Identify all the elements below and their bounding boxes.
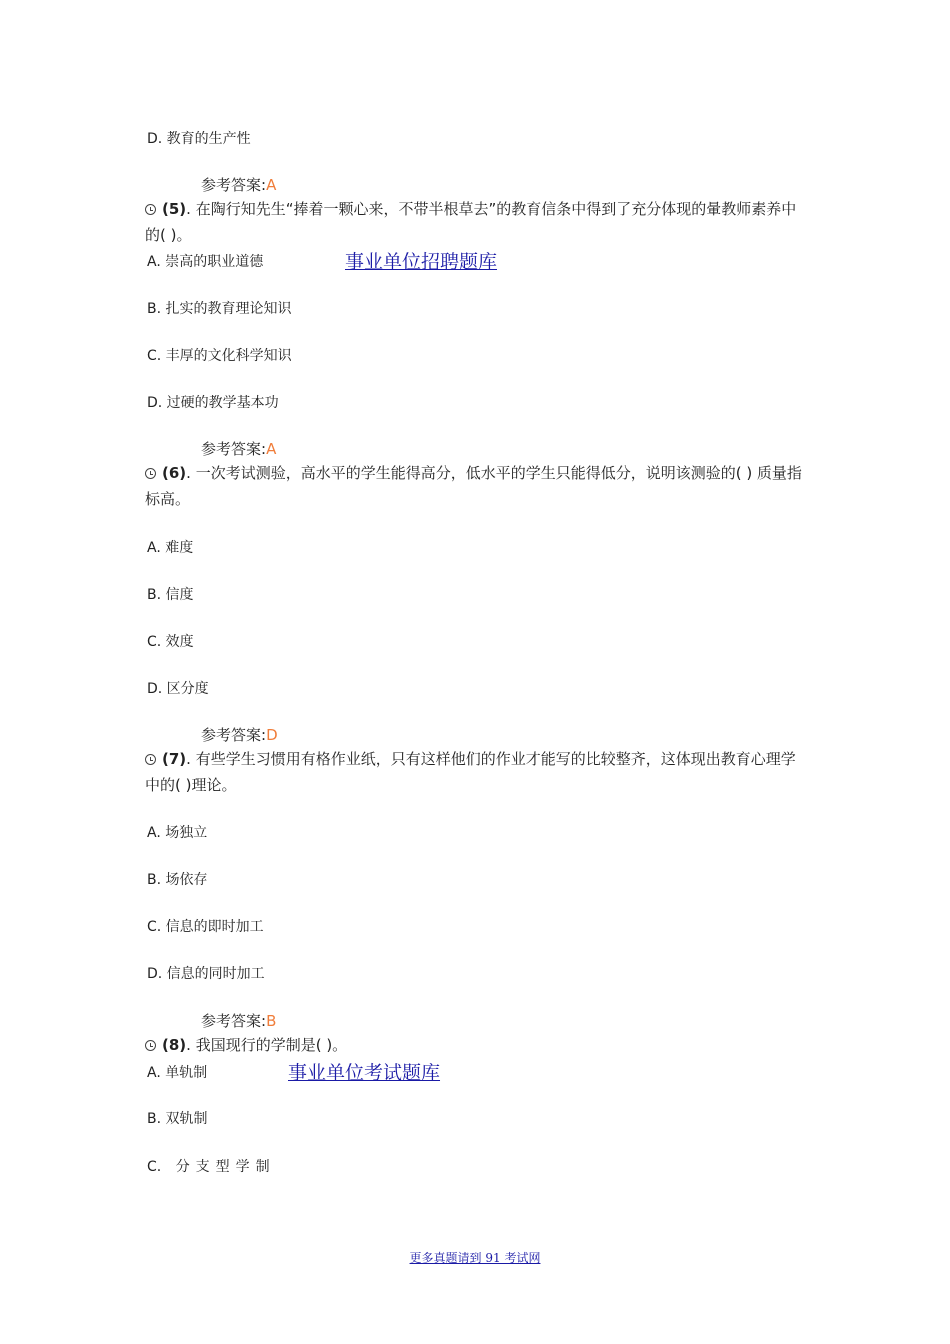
question-number: (8): [162, 1036, 187, 1054]
clock-icon: [145, 468, 156, 479]
option-c-letter: C.: [147, 1159, 162, 1175]
option-d: D. 信息的同时加工: [147, 966, 265, 982]
question-5: [145, 196, 810, 248]
question-number: (5): [162, 200, 187, 218]
option-a: A. 单轨制: [147, 1065, 208, 1081]
question-text: . 有些学生习惯用有格作业纸，只有这样他们的作业才能写的比较整齐，这体现出教育心理学中的( )理论。: [145, 750, 796, 794]
option-c: [147, 1156, 276, 1176]
option-a: A. 崇高的职业道德: [147, 254, 264, 270]
option-c: C. 信息的即时加工: [147, 919, 264, 935]
clock-icon: [145, 1040, 156, 1051]
answer-label: 参考答案:: [201, 726, 267, 744]
answer-label: 参考答案:: [201, 440, 267, 458]
ad-link[interactable]: 事业单位招聘题库: [345, 251, 498, 273]
clock-icon: [145, 204, 156, 215]
option-b: B. 扎实的教育理论知识: [147, 301, 292, 317]
option-b: B. 双轨制: [147, 1111, 208, 1127]
question-7: [145, 746, 810, 798]
question-8: [145, 1032, 810, 1058]
question-number: (6): [162, 464, 187, 482]
answer-label: 参考答案:: [201, 1012, 267, 1030]
option-c-text: 分支型学制: [175, 1159, 276, 1175]
answer-label: 参考答案:: [201, 176, 267, 194]
footer-link[interactable]: 更多真题请到 91 考试网: [409, 1251, 541, 1265]
answer-line: [201, 174, 276, 195]
option-a: A. 场独立: [147, 825, 208, 841]
answer-value: A: [266, 176, 277, 194]
option-b: B. 场依存: [147, 872, 208, 888]
answer-value: A: [266, 440, 277, 458]
question-text: . 我国现行的学制是( )。: [186, 1036, 348, 1054]
answer-line: [201, 1010, 276, 1031]
answer-line: [201, 724, 278, 745]
option-c: C. 效度: [147, 634, 194, 650]
answer-value: B: [266, 1012, 277, 1030]
answer-value: D: [266, 726, 278, 744]
question-number: (7): [162, 750, 187, 768]
clock-icon: [145, 754, 156, 765]
option-d: D. 教育的生产性: [147, 131, 251, 147]
option-a: A. 难度: [147, 540, 194, 556]
question-text: . 一次考试测验，高水平的学生能得高分，低水平的学生只能得低分，说明该测验的( ) 质量指标高。: [145, 464, 802, 508]
question-6: [145, 460, 810, 512]
option-d: D. 过硬的教学基本功: [147, 395, 279, 411]
option-c: C. 丰厚的文化科学知识: [147, 348, 292, 364]
ad-link[interactable]: 事业单位考试题库: [288, 1062, 441, 1084]
option-d: D. 区分度: [147, 681, 209, 697]
question-text: . 在陶行知先生“捧着一颗心来，不带半根草去”的教育信条中得到了充分体现的暈教师素养中的( )。: [145, 200, 797, 244]
option-b: B. 信度: [147, 587, 194, 603]
answer-line: [201, 438, 276, 459]
